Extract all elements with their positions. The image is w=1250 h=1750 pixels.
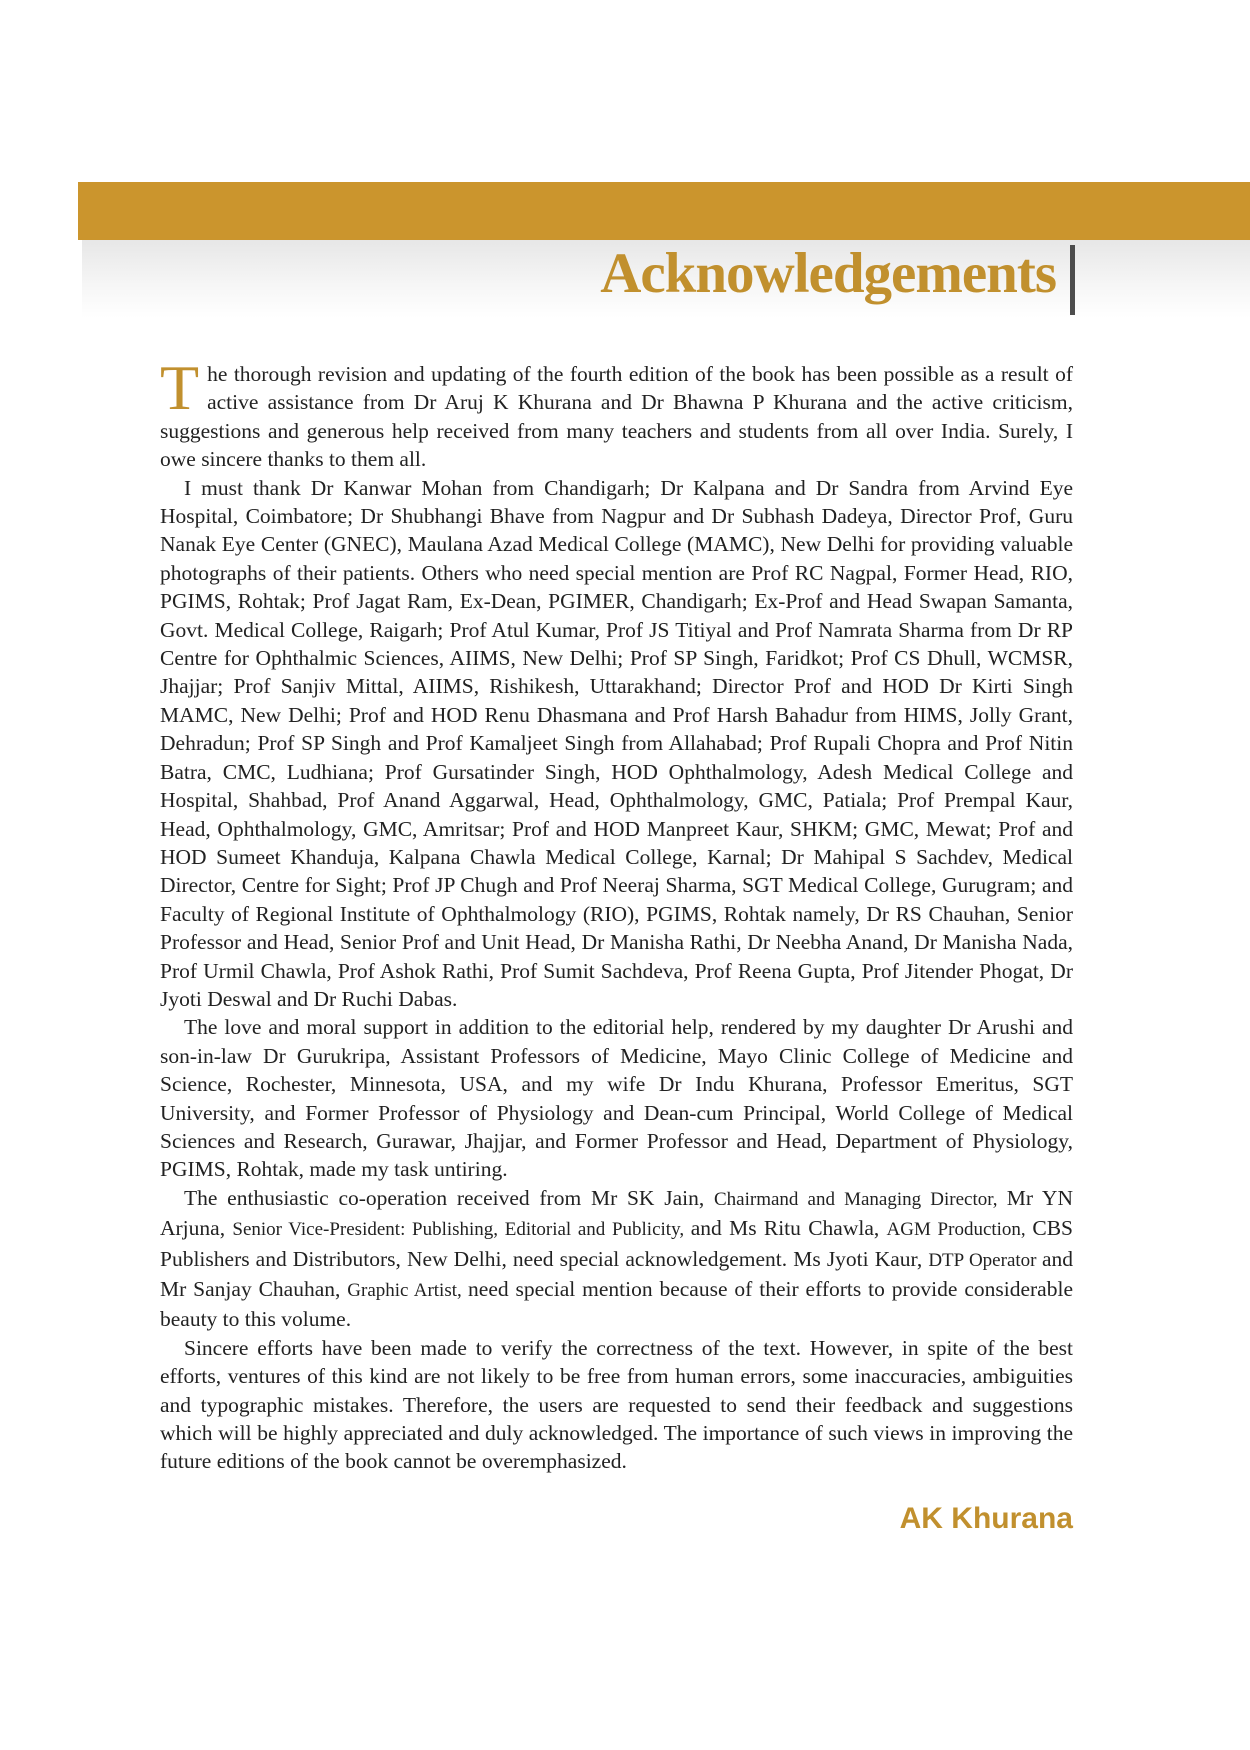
thanks-paragraph: I must thank Dr Kanwar Mohan from Chandigarh; Dr Kalpana and Dr Sandra from Arvind Eye Hospital, Coimbatore; Dr Shubhangi Bhave from Nagpur and Dr Subhash Dadeya, Director Prof, Guru Nanak Eye Center (GNEC), Maulana Azad Medical College (MAMC), New Delhi for providing valuable photographs of their patients. Others who need special mention are Prof RC Nagpal, Former Head, RIO, PGIMS, Rohtak; Prof Jagat Ram, Ex-Dean, PGIMER, Chandigarh; Ex-Prof and Head Swapan Samanta, Govt. Medical College, Raigarh; Prof Atul Kumar, Prof JS Titiyal and Prof Namrata Sharma from Dr RP Centre for Ophthalmic Sciences, AIIMS, New Delhi; Prof SP Singh, Faridkot; Prof CS Dhull, WCMSR, Jhajjar; Prof Sanjiv Mittal, AIIMS, Rishikesh, Uttarakhand; Director Prof and HOD Dr Kirti Singh MAMC, New Delhi; Prof and HOD Renu Dhasmana and Prof Harsh Bahadur from HIMS, Jolly Grant, Dehradun; Prof SP Singh and Prof Kamaljeet Singh from Allahabad; Prof Rupali Chopra and Prof Nitin Batra, CMC, Ludhiana; Prof Gursatinder Singh, HOD Ophthalmology, Adesh Medical College and Hospital, Shahbad, Prof Anand Aggarwal, Head, Ophthalmology, GMC, Patiala; Prof Prempal Kaur, Head, Ophthalmology, GMC, Amritsar; Prof and HOD Manpreet Kaur, SHKM; GMC, Mewat; Prof and HOD Sumeet Khanduja, Kalpana Chawla Medical College, Karnal; Dr Mahipal S Sachdev, Medical Director, Centre for Sight; Prof JP Chugh and Prof Neeraj Sharma, SGT Medical College, Gurugram; and Faculty of Regional Institute of Ophthalmology (RIO), PGIMS, Rohtak namely, Dr RS Chauhan, Senior Professor and Head, Senior Prof and Unit Head, Dr Manisha Rathi, Dr Neebha Anand, Dr Manisha Nada, Prof Urmil Chawla, Prof Ashok Rathi, Prof Sumit Sachdeva, Prof Reena Gupta, Prof Jitender Phogat, Dr Jyoti Deswal and Dr Ruchi Dabas. — [160, 475, 1073, 1011]
disclaimer-paragraph: Sincere efforts have been made to verify the correctness of the text. However, in spite of the best efforts, ventures of this kind are not likely to be free from human errors, some inaccuracies, ambiguities and typographic mistakes. Therefore, the users are requested to send their feedback and suggestions which will be highly appreciated and duly acknowledged. The importance of such views in improving the future editions of the book cannot be overemphasized. — [160, 1335, 1073, 1474]
author-signature: AK Khurana — [899, 1501, 1073, 1535]
paragraph-segment: need special mention because of their efforts to provide considerable beauty to this volume. — [160, 1277, 1073, 1332]
publisher-paragraph — [160, 1184, 1073, 1334]
paragraph-segment: and Mr Sanjay Chauhan, — [160, 1246, 1073, 1301]
paragraph-segment: and Ms Ritu Chawla, — [690, 1216, 887, 1241]
header-bar — [78, 182, 1250, 240]
paragraph-segment: The enthusiastic co-operation received from Mr SK Jain, — [184, 1185, 714, 1210]
paragraph-segment: CBS Publishers and Distributors, New Delhi, need special acknowledgement. Ms Jyoti Kaur, — [160, 1216, 1073, 1271]
role-title-segment: Senior Vice-President: Publishing, Editorial and Publicity, — [232, 1219, 691, 1241]
title-row — [600, 243, 1075, 315]
title-divider — [1070, 245, 1075, 315]
page-title: Acknowledgements — [600, 242, 1056, 305]
intro-paragraph — [160, 352, 1073, 474]
role-title-segment: Graphic Artist, — [347, 1280, 469, 1301]
drop-cap: T — [160, 352, 200, 423]
role-title-segment: Chairmand and Managing Director, — [713, 1188, 1007, 1210]
acknowledgements-text — [160, 352, 1073, 1536]
intro-paragraph-text: he thorough revision and updating of the fourth edition of the book has been possible as a result of active assistance from Dr Aruj K Khurana and Dr Bhawna P Khurana and the active criticism, suggestions and generous help received from many teachers and students from all over India. Surely, I owe sincere thanks to them all. — [160, 362, 1073, 472]
family-paragraph: The love and moral support in addition to the editorial help, rendered by my daughter Dr Arushi and son-in-law Dr Gurukripa, Assistant Professors of Medicine, Mayo Clinic College of Medicine and Science, Rochester, Minnesota, USA, and my wife Dr Indu Khurana, Professor Emeritus, SGT University, and Former Professor of Physiology and Dean-cum Principal, World College of Medical Sciences and Research, Gurawar, Jhajjar, and Former Professor and Head, Department of Physiology, PGIMS, Rohtak, made my task untiring. — [160, 1015, 1073, 1182]
paragraph-segment: Mr YN Arjuna, — [160, 1185, 1073, 1241]
role-title-segment: AGM Production, — [886, 1219, 1033, 1241]
role-title-segment: DTP Operator — [928, 1249, 1042, 1271]
